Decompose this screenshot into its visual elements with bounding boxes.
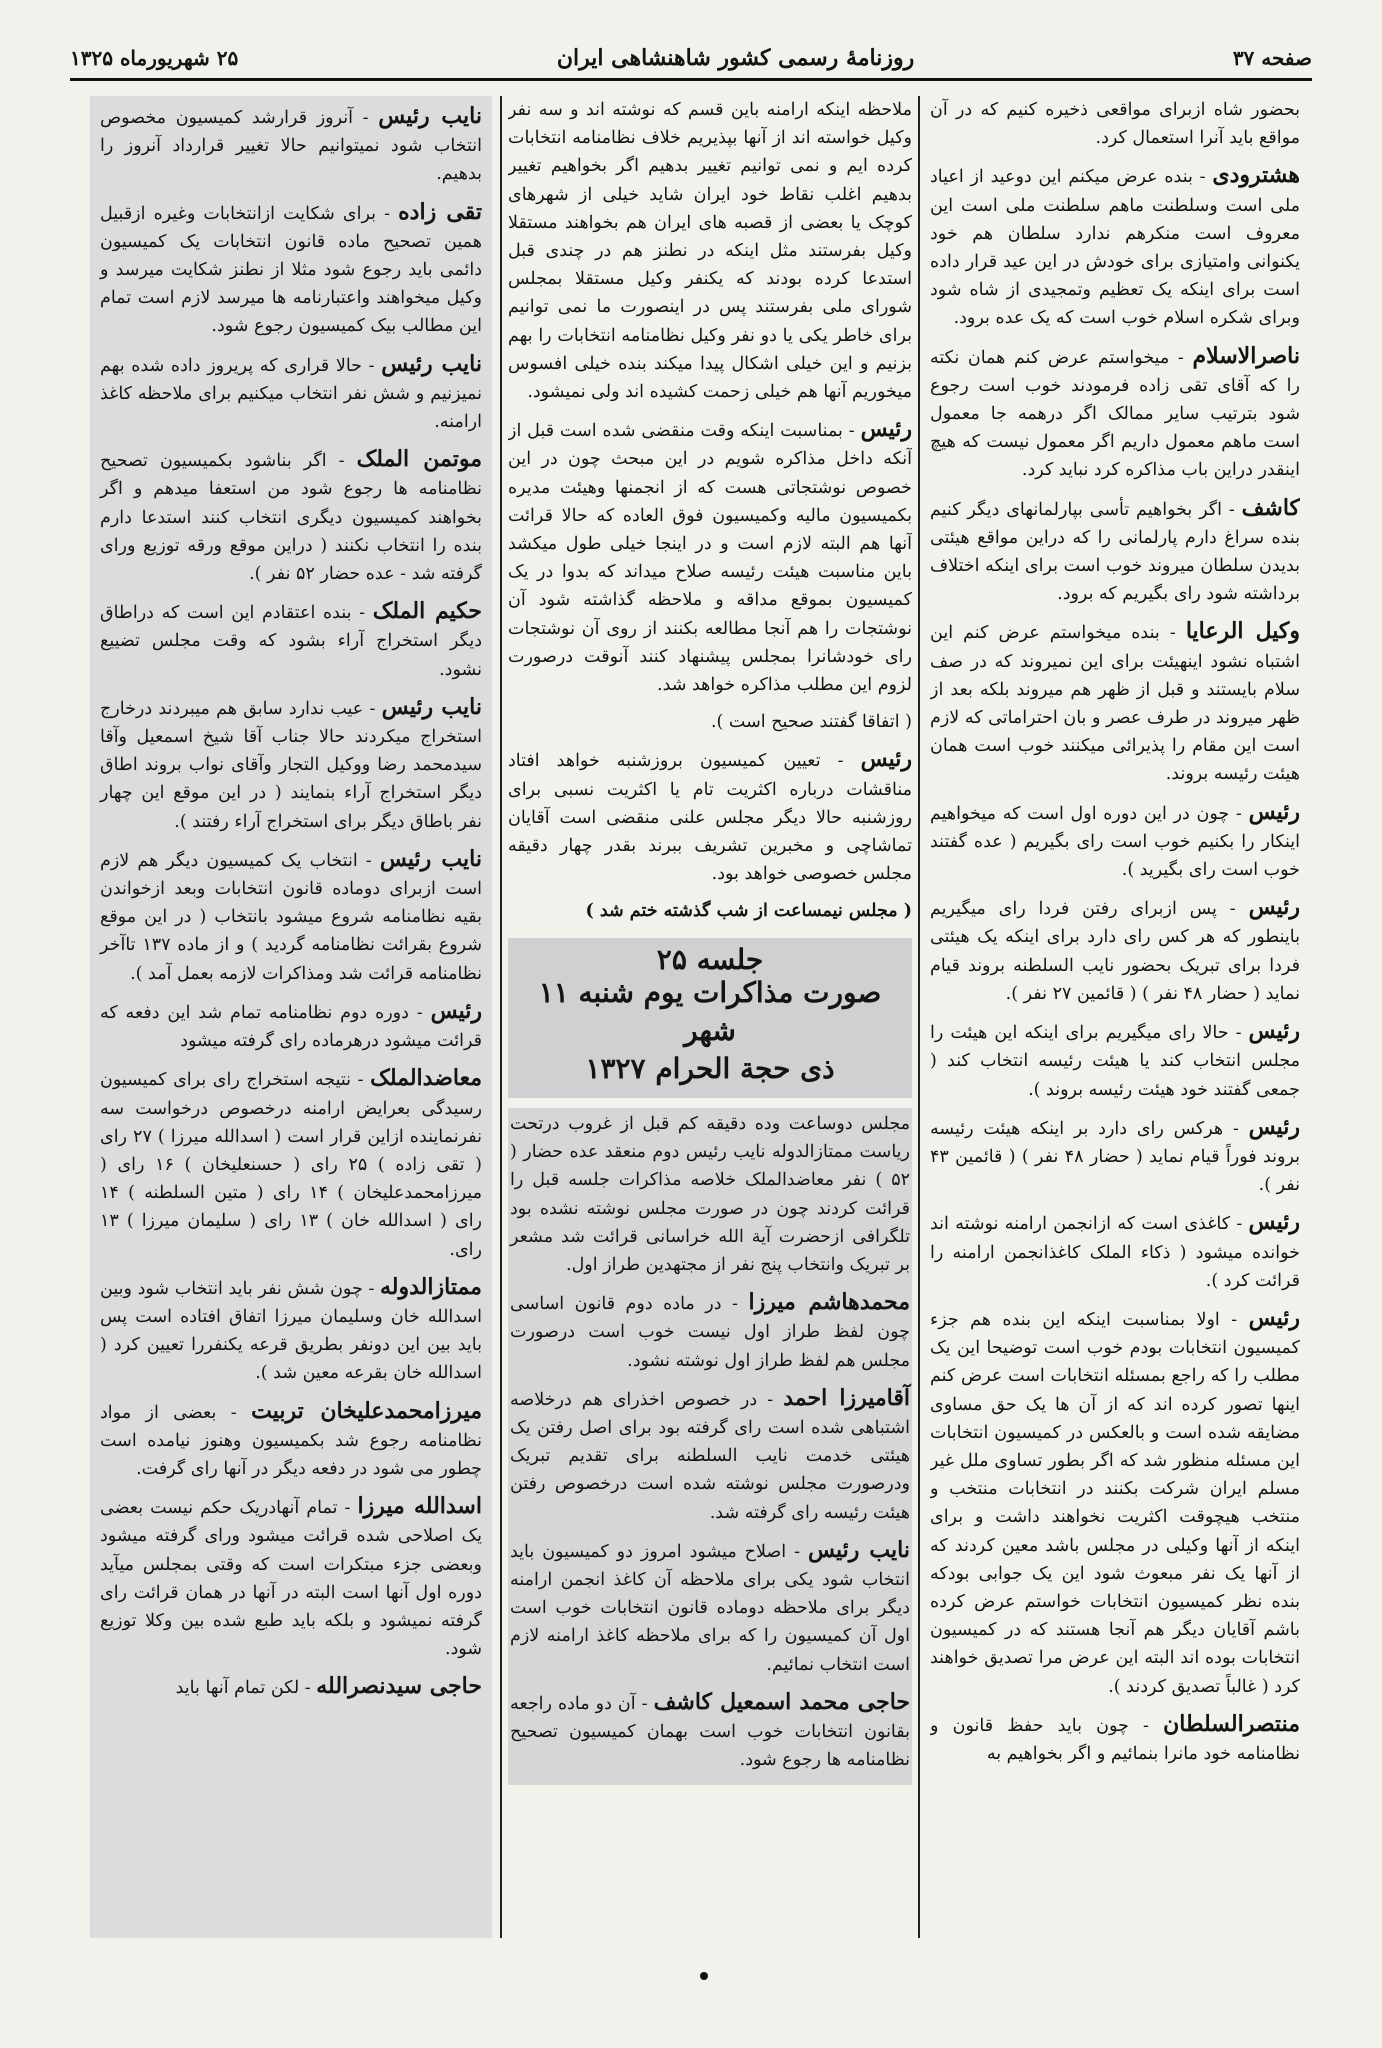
session-body: [508, 1108, 912, 1785]
speech-text: - کاغذی است که ازانجمن ارامنه نوشته اند خوانده میشود ( ذکاء الملک کاغذانجمن ارامنه را قرائت کرد ).: [930, 1214, 1300, 1291]
speech-paragraph: [508, 96, 912, 406]
speech-paragraph: [100, 445, 482, 588]
speech-paragraph: [510, 1688, 910, 1775]
page-number: صفحه ۳۷: [1232, 46, 1312, 70]
speech-text: مجلس دوساعت وده دقیقه کم قبل از غروب درتحت ریاست ممتازالدوله نایب رئیس دوم منعقد عده حضار ( ۵۲ ) نفر معاضدالملک خلاصه مذاکرات جلسه قبل را قرائت کردند چون در صورت مجلس نوشته نشده بود تلگرافی ازحضرت آیة الله خراسانی قرائت شد مشعر بر تبریک وانتخاب پنج نفر از مجتهدین طراز اول.: [510, 1113, 910, 1275]
speech-text: - بنده اعتقادم این است که دراطاق دیگر استخراج آراء بشود که وقت مجلس تضییع نشود.: [100, 603, 482, 680]
speech-text: - انتخاب یک کمیسیون دیگر هم لازم است ازبرای دوماده قانون انتخابات وبعد ازخواندن بقیه نظامنامه شروع میشود بانتخاب ( در این موقع شروع بقرائت نظامنامه گردید ) و از ماده ۱۳۷ تاآخر نظامنامه قرائت شد ومذاکرات لازمه بعمل آمد ).: [100, 850, 482, 984]
speaker-name: رئیس: [860, 746, 912, 773]
speech-paragraph: [100, 997, 482, 1055]
speech-text: بحضور شاه ازبرای مواقعی ذخیره کنیم که در آن مواقع باید آنرا استعمال کرد.: [930, 100, 1300, 149]
speech-paragraph: [508, 745, 912, 888]
page-dot: [700, 1972, 708, 1980]
speech-paragraph: [508, 708, 912, 736]
speech-paragraph: [100, 1397, 482, 1484]
speech-paragraph: [100, 102, 482, 189]
speech-text: - هرکس رای دارد بر اینکه هیئت رئیسه بروند فوراً قیام نماید ( حضار ۴۸ نفر ) ( قائمین ۴۳ نفر ).: [930, 1118, 1300, 1196]
speech-paragraph: [100, 350, 482, 437]
speech-text: - برای شکایت ازانتخابات وغیره ازقبیل همین تصحیح ماده قانون انتخابات یک کمیسیون دائمی باید رجوع شود مثلا از نطنز شکایت میرسد و وکیل میخواهند واعتبارنامه ها میرسد لازم است تمام این مطالب بیک کمیسیون رجوع شود.: [100, 203, 482, 337]
page-header: [70, 38, 1312, 81]
speaker-name: رئیس: [1248, 1304, 1300, 1331]
speaker-name: نایب رئیس: [807, 1536, 910, 1563]
speech-paragraph: [930, 1017, 1300, 1104]
speaker-name: رئیس: [1248, 1209, 1300, 1236]
speech-text: - بعضی از مواد نظامنامه رجوع شد بکمیسیون وهنوز نیامده است چطور می شود در دفعه دیگر در آنها رای گرفت.: [100, 1402, 482, 1479]
speech-text: - چون در این دوره اول است که میخواهیم اینکار را بکنیم خوب است رای بگیریم ( عده گفتند خوب است رای بگیرید ).: [930, 803, 1300, 881]
speech-paragraph: [100, 1064, 482, 1263]
speaker-name: حکیم الملک: [372, 598, 482, 625]
speech-paragraph: [100, 1492, 482, 1663]
speech-paragraph: [510, 1288, 910, 1375]
speech-text: - بنده عرض میکنم این دوعید از اعیاد ملی است وسلطنت ماهم سلطنت ملی است این معروف است منکرهم ندارد سلطان هم خود یکنوانی وامتیازی برای خودش در این عید قرار داده است برای اینکه یک تعظیم وتمجیدی از شاه شود وبرای شکره اسلام خوب است که یک عده برود.: [930, 167, 1300, 329]
speaker-name: منتصرالسلطان: [1163, 1710, 1300, 1737]
speaker-name: حاجی سیدنصرالله: [316, 1673, 482, 1700]
speaker-name: رئیس: [860, 416, 912, 443]
column-rule: [500, 96, 502, 1938]
newspaper-title: روزنامهٔ رسمی کشور شاهنشاهی ایران: [556, 45, 915, 71]
speech-paragraph: [930, 798, 1300, 885]
speaker-name: رئیس: [430, 997, 482, 1024]
speaker-name: نایب رئیس: [381, 350, 482, 377]
speech-text: - در خصوص اخذرای هم درخلاصه اشتباهی شده است رای گرفته بود برای اصل رفتن یک هیئتی خدمت نایب السلطنه برای تقدیم تبریک ودرصورت مجلس نوشته شده است درخصوص رفتن هیئت رئیسه رای گرفته شد.: [510, 1389, 910, 1523]
speech-paragraph: [508, 415, 912, 699]
column-right: [930, 96, 1300, 1938]
speaker-name: رئیس: [1248, 894, 1300, 921]
speaker-name: تقی زاده: [398, 198, 482, 225]
speech-text: - دوره دوم نظامنامه تمام شد این دفعه که قرائت میشود درهرماده رای گرفته میشود: [100, 1002, 482, 1052]
session-heading: [508, 938, 912, 1098]
speaker-name: حاجی محمد اسمعیل کاشف: [653, 1688, 911, 1715]
speech-paragraph: [100, 693, 482, 836]
speech-text: - چون باید حفظ قانون و نظامنامه خود مانرا بنمائیم و اگر بخواهیم به: [930, 1715, 1300, 1764]
speech-text: - تعیین کمیسیون بروزشنبه خواهد افتاد مناقشات درباره اکثریت تام یا اکثریت نسبی برای روزشنبه حالا دیگر مجلس علنی منقضی است آقایان تماشاچی و مخبرین تشریف ببرند بقدر چهار دقیقه مجلس خصوصی خواهد بود.: [508, 751, 912, 885]
speaker-name: اسدالله میرزا: [357, 1493, 482, 1520]
speaker-name: نایب رئیس: [381, 693, 482, 720]
speech-text: - نتیجه استخراج رای برای کمیسیون رسیدگی بعرایض ارامنه درخصوص درخواست سه نفرنماینده ازاین قرار است ( اسدالله میرزا ) ۲۷ رای ( تقی زاده ) ۲۵ رای ( حسنعلیخان ) ۱۶ رای ( میرزامحمدعلیخان ) ۱۴ رای ( متین السلطنه ) ۱۴ رای ( اسدالله خان ) ۱۳ رای ( سلیمان میرزا ) ۱۳ رای.: [100, 1070, 483, 1260]
speaker-name: رئیس: [1248, 798, 1300, 825]
speech-paragraph: [930, 161, 1300, 332]
speech-paragraph: [930, 96, 1300, 152]
session-title-line-1: صورت مذاکرات یوم شنبه ۱۱ شهر: [538, 975, 882, 1047]
speech-text: - آنروز قرارشد کمیسیون مخصوص انتخاب شود نمیتوانیم حالا تغییر قرارداد آنروز را بدهیم.: [100, 108, 482, 185]
speech-paragraph: [100, 1672, 482, 1702]
speech-text: - اولا بمناسبت اینکه این بنده هم جزء کمیسیون انتخابات بودم خوب است توضیحا این یک مطلب را که راجع بمسئله انتخابات است عرض کنم اینها تصور کرده اند که از آن ها یک حق مساوی مضایقه شده است و بالعکس در کمیسیون انتخابات این مسئله منظور شد که اگر بطور تساوی ملل غیر مسلم ایران شرکت بکنند در انتخابات منتخب و منتخب هیچوقت اکثریت نخواهند داشت و برای اینکه از آنها وکیلی در مجلس باشد معین کردند که از آنها یک نفر مبعوث شود این یک جوابی بودکه بنده نظر کمیسیون انتخابات خواستم عرض کرده باشم آقایان دیگر هم آنجا هستند که در کمیسیون انتخابات بوده اند البته این عرض مرا تصدیق خواهند کرد ( غالباً تصدیق کردند ).: [930, 1309, 1300, 1697]
speech-text: - چون شش نفر باید انتخاب شود وبین اسدالله خان وسلیمان میرزا اتفاق افتاده است پس باید بین این دونفر بطریق قرعه یکنفررا تعیین کرد ( اسدالله خان بقرعه معین شد ).: [100, 1278, 482, 1384]
speaker-name: هشترودی: [1212, 162, 1300, 189]
speech-paragraph: [930, 1113, 1300, 1200]
speech-text: ملاحظه اینکه ارامنه باین قسم که نوشته اند و سه نفر وکیل خواسته اند از آنها بپذیریم خلاف نظامنامه انتخابات کرده ایم و نمی توانیم تغییر بدهیم اگر بخواهیم تغییر بدهیم اغلب نقاط خود ایران شاید خیلی از شهرهای کوچک یا بعضی از قصبه های ایران هم بخواهند مستقلا وکیل بفرستند مثل اینکه در نطنز هم در چندی قبل استدعا کرده بودند که یکنفر وکیل مستقلا بمجلس شورای ملی بفرستند پس در اینصورت ما نمی توانیم برای خاطر یکی یا دو نفر وکیل نظامنامه انتخابات را بهم بزنیم و این خیلی اشکال پیدا میکند بنده خیلی افسوس میخوریم آنها هم خیلی زحمت کشیده اند ولی نمیشود.: [508, 100, 912, 403]
speaker-name: آقامیرزا احمد: [783, 1384, 910, 1411]
speech-paragraph: [510, 1536, 910, 1679]
session-number: جلسه ۲۵: [656, 942, 764, 976]
speech-text: - اگر بخواهیم تأسی بپارلمانهای دیگر کنیم بنده سراغ دارم پارلمانی را که دراین مواقع هیئتی بدیدن سلطان میروند خوب است برای اینکه اختلاف برداشته شود رای بگیریم که برود.: [930, 499, 1300, 605]
speaker-name: معاضدالملک: [370, 1065, 482, 1092]
speech-text: ( اتفاقا گفتند صحیح است ).: [710, 712, 912, 733]
speaker-name: رئیس: [1248, 1018, 1300, 1045]
column-rule: [918, 96, 920, 1938]
speech-paragraph: [930, 494, 1300, 609]
speech-text: - اگر بناشود بکمیسیون تصحیح نظامنامه ها رجوع شود من استعفا میدهم و اگر بخواهند کمیسیون دیگری انتخاب کنند استدعا دارم بنده را انتخاب نکنند ( دراین موقع ورقه توزیع ورای گرفته شد - عده حضار ۵۲ نفر ).: [100, 451, 482, 585]
speech-paragraph: [930, 1208, 1300, 1295]
speech-text: - میخواستم عرض کنم همان نکته را که آقای تقی زاده فرمودند خوب است رجوع شود بترتیب سایر ممالک اگر درهمه جا معمول است ماهم معمول داریم اگر معمول نیست که هیچ اینقدر دراین باب مذاکره کرد نباید کرد.: [930, 347, 1300, 481]
speech-paragraph: [930, 617, 1300, 788]
speech-paragraph: [100, 845, 482, 988]
speech-text: - تمام آنهادریک حکم نیست بعضی یک اصلاحی شده قرائت میشود ورای گرفته میشود وبعضی جزء مبتکرات است که وقتی بمجلس میآید دوره اول آنها است البته در آنها در همان قرائت رای گرفته نمیشود و بلکه باید طبع شده بین وکلا توزیع شود.: [100, 1498, 482, 1660]
speech-paragraph: [100, 1273, 482, 1388]
speech-text: - پس ازبرای رفتن فردا رای میگیریم باینطور که هر کس رای دارد برای اینکه یک هیئتی فردا برای تبریک بحضور نایب السلطنه بروند قیام نماید ( حضار ۴۸ نفر ) ( قائمین ۲۷ نفر ).: [930, 899, 1300, 1004]
speech-text: - در ماده دوم قانون اساسی چون لفظ طراز اول نیست خوب است درصورت مجلس هم لفظ طراز اول نوشته نشود.: [510, 1294, 910, 1371]
speech-paragraph: [930, 1304, 1300, 1701]
speech-paragraph: [930, 342, 1300, 485]
speaker-name: موتمن الملک: [356, 446, 482, 473]
speaker-name: محمدهاشم میرزا: [748, 1289, 910, 1316]
speech-text: - حالا رای میگیریم برای اینکه این هیئت را مجلس انتخاب کند یا هیئت رئیسه انتخاب کند ( جمعی گفتند خود هیئت رئیسه بروند ).: [930, 1023, 1300, 1100]
speech-text: - لکن تمام آنها باید: [175, 1678, 311, 1699]
speech-paragraph: [510, 1110, 910, 1279]
speech-paragraph: [510, 1384, 910, 1527]
speaker-name: رئیس: [1248, 1113, 1300, 1140]
speaker-name: ممتازالدوله: [380, 1273, 482, 1300]
session-end-note: ( مجلس نیمساعت از شب گذشته ختم شد ): [585, 901, 912, 922]
column-left: [90, 96, 492, 1938]
speaker-name: کاشف: [1241, 494, 1300, 521]
issue-date: ۲۵ شهریورماه ۱۳۲۵: [70, 46, 239, 70]
speech-paragraph: [100, 597, 482, 684]
speaker-name: نایب رئیس: [379, 845, 482, 872]
speaker-name: وکیل الرعایا: [1185, 618, 1300, 645]
speaker-name: ناصرالاسلام: [1192, 342, 1300, 369]
speech-text: - بمناسبت اینکه وقت منقضی شده است قبل از آنکه داخل مذاکره شویم در این مبحث چون در این خصوص نوشتجاتی هست که از انجمنها وهیئت مدیره بکمیسیون مالیه وکمیسیون فوق العاده که حالا قرائت آنها هم البته لازم است و در اینجا خیلی طول میکشد باین مناسبت هیئت رئیسه صلاح میداند که بدوا در یک کمیسیون بموقع مداقه و ملاحظه گذاشته شود آن نوشتجات را هم آنجا مطالعه بکنند از روی آن نوشتجات رای خودشانرا بمجلس پیشنهاد کنند آنوقت درصورت لزوم این مطلب مذاکره خواهد شد.: [508, 421, 912, 696]
speech-paragraph: [930, 1710, 1300, 1768]
speech-paragraph: [100, 198, 482, 341]
speech-text: - عیب ندارد سابق هم میبردند درخارج استخراج میکردند حالا جناب آقا شیخ اسمعیل وآقا سیدمحمد رضا ووکیل التجار وآقای نواب بروند اطاق دیگر استخراج آراء بنمایند ( در این موقع این چهار نفر باطاق دیگر برای استخراج آراء رفتند ).: [100, 698, 482, 832]
session-title-line-2: ذی حجة الحرام ۱۳۲۷: [585, 1051, 835, 1085]
column-middle: [508, 96, 912, 1938]
speech-paragraph: [930, 893, 1300, 1008]
speech-text: - بنده میخواستم عرض کنم این اشتباه نشود اینهیئت برای این نمیروند که در صف سلام بایستند و قبل از ظهر هم میروند بلکه بعد از ظهر میروند در طرف عصر و بان احتراماتی که لازم است این مقام را پذیرائی میکنند خوب است همان هیئت رئیسه بروند.: [930, 623, 1300, 785]
speech-text: - آن دو ماده راجعه بقانون انتخابات خوب است بهمان کمیسیون تصحیح نظامنامه ها رجوع شود.: [510, 1693, 910, 1771]
speaker-name: نایب رئیس: [378, 103, 482, 129]
speech-text: - حالا قراری که پریروز داده شده بهم نمیزنیم و شش نفر انتخاب میکنیم برای ملاحظه کاغذ ارامنه.: [100, 355, 482, 433]
speaker-name: میرزامحمدعلیخان تربیت: [251, 1397, 482, 1424]
speech-text: - اصلاح میشود امروز دو کمیسیون باید انتخاب شود یکی برای ملاحظه آن کاغذ انجمن ارامنه دیگر برای ملاحظه دوماده قانون انتخابات خوب است اول آن کمیسیون را که برای ملاحظه کاغذ ارامنه لازم است انتخاب نمائیم.: [510, 1541, 910, 1675]
